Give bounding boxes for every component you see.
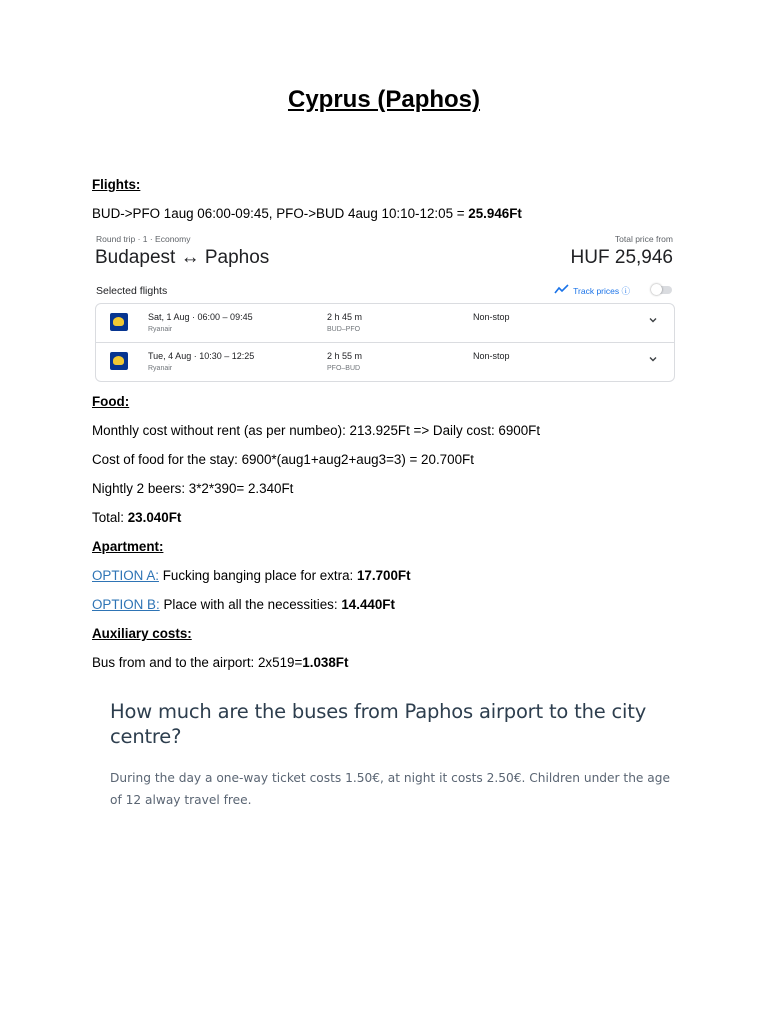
total-price: HUF 25,946 xyxy=(570,247,673,268)
option-b-link[interactable]: OPTION B: xyxy=(92,597,160,612)
flights-summary-text: BUD->PFO 1aug 06:00-09:45, PFO->BUD 4aug 10:10-12:05 = xyxy=(92,206,469,221)
option-b-price: 14.440Ft xyxy=(341,597,395,612)
leg-route-code: PFO–BUD xyxy=(327,365,361,372)
auxiliary-heading: Auxiliary costs: xyxy=(92,626,192,641)
ryanair-logo-icon xyxy=(110,352,128,370)
food-heading: Food: xyxy=(92,394,130,409)
auxiliary-bus xyxy=(92,654,348,672)
bus-value: 1.038Ft xyxy=(302,655,349,670)
flight-legs-list xyxy=(95,303,675,382)
option-b-text: Place with all the necessities: xyxy=(159,597,342,612)
food-total xyxy=(92,509,181,527)
flights-heading: Flights: xyxy=(92,177,141,192)
leg-stops: Non-stop xyxy=(473,312,510,322)
chevron-down-icon[interactable] xyxy=(648,354,658,364)
selected-flights-label: Selected flights xyxy=(96,285,168,297)
leg-date-time: Sat, 1 Aug · 06:00 – 09:45 xyxy=(148,312,253,322)
total-price-label: Total price from xyxy=(614,234,673,244)
option-a-link[interactable]: OPTION A: xyxy=(92,568,159,583)
leg-duration: 2 h 45 m xyxy=(327,312,363,322)
food-total-value: 23.040Ft xyxy=(127,510,182,525)
leg-airline: Ryanair xyxy=(148,326,173,333)
leg-stops: Non-stop xyxy=(473,351,510,361)
flight-leg-row[interactable] xyxy=(96,304,674,342)
page-title: Cyprus (Paphos) xyxy=(287,86,481,113)
bus-faq-question: How much are the buses from Paphos airport to the city centre? xyxy=(110,700,647,748)
option-a-text: Fucking banging place for extra: xyxy=(158,568,357,583)
chevron-down-icon[interactable] xyxy=(648,315,658,325)
route-title: Budapest ↔ Paphos xyxy=(95,247,270,268)
flight-screenshot-card xyxy=(95,232,675,382)
ryanair-logo-icon xyxy=(110,313,128,331)
leg-date-time: Tue, 4 Aug · 10:30 – 12:25 xyxy=(148,351,255,361)
flights-summary-total: 25.946Ft xyxy=(468,206,522,221)
leg-duration: 2 h 55 m xyxy=(327,351,363,361)
food-monthly: Monthly cost without rent (as per numbeo): 213.925Ft => Daily cost: 6900Ft xyxy=(92,423,541,438)
leg-route-code: BUD–PFO xyxy=(327,326,361,333)
flight-leg-row[interactable] xyxy=(96,342,674,381)
food-stay: Cost of food for the stay: 6900*(aug1+aug2+aug3=3) = 20.700Ft xyxy=(92,452,474,467)
apartment-option-b xyxy=(92,596,395,614)
bus-text: Bus from and to the airport: 2x519= xyxy=(92,655,303,670)
trip-meta: Round trip · 1 · Economy xyxy=(96,234,191,244)
trend-line-icon xyxy=(554,283,570,295)
food-total-label: Total: xyxy=(92,510,128,525)
apartment-option-a xyxy=(92,567,411,585)
track-prices-label[interactable]: Track prices ⓘ xyxy=(573,286,630,296)
apartment-heading: Apartment: xyxy=(92,539,164,554)
bus-faq-answer: During the day a one-way ticket costs 1.50€, at night it costs 2.50€. Children under the age of 12 alway travel free. xyxy=(110,771,670,807)
option-a-price: 17.700Ft xyxy=(356,568,411,583)
leg-airline: Ryanair xyxy=(148,365,173,372)
flights-summary xyxy=(92,205,522,223)
food-beers: Nightly 2 beers: 3*2*390= 2.340Ft xyxy=(92,481,294,496)
track-prices-toggle[interactable] xyxy=(652,286,672,294)
